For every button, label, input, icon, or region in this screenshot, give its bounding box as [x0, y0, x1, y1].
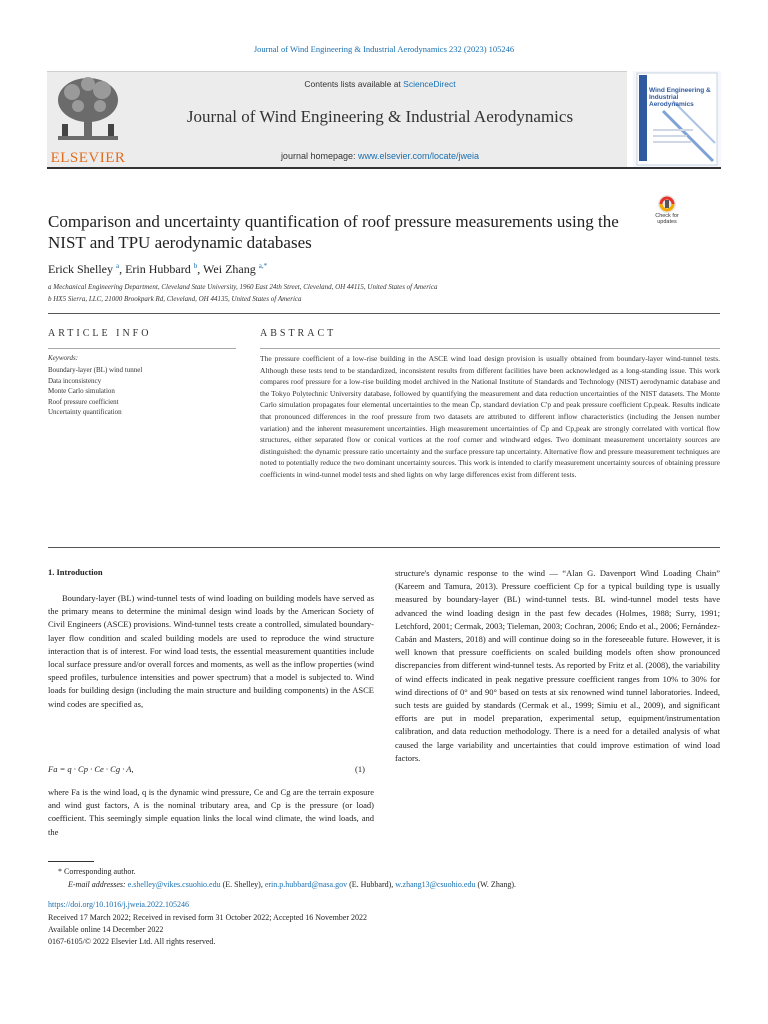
- corresponding-author-note: * Corresponding author.: [58, 867, 136, 876]
- abstract-bottom-divider: [48, 547, 720, 548]
- affiliation-a: a Mechanical Engineering Department, Cleveland State University, 1960 East 24th Street, Cleveland, OH 44115, United States of America: [48, 283, 438, 291]
- email-link-zhang[interactable]: w.zhang13@csuohio.edu: [395, 880, 476, 889]
- article-title: Comparison and uncertainty quantification of roof pressure measurements using the NIST and TPU aerodynamic databases: [48, 212, 619, 252]
- sciencedirect-link[interactable]: ScienceDirect: [403, 79, 456, 89]
- footnote-divider: [48, 861, 94, 862]
- author-name[interactable]: Wei Zhang: [203, 262, 256, 276]
- received-dates: Received 17 March 2022; Received in revised form 31 October 2022; Accepted 16 November 2022: [48, 913, 368, 922]
- email-label: E-mail addresses:: [68, 880, 126, 889]
- email-owner-hubbard: (E. Hubbard),: [349, 880, 394, 889]
- homepage-link[interactable]: www.elsevier.com/locate/jweia: [358, 151, 480, 161]
- intro-paragraph-2: where Fa is the wind load, q is the dynamic wind pressure, Ce and Cg are the terrain exposure and wind gust factors, A is the nominal tributary area, and Cp is the pressure (or load) coefficient. This seemingly simple equation links the local wind climate, the wind loads, and the: [48, 787, 374, 837]
- email-addresses: [68, 880, 516, 889]
- affiliation-divider: [48, 313, 720, 314]
- doi-link[interactable]: https://doi.org/10.1016/j.jweia.2022.105246: [48, 900, 189, 909]
- publisher-wordmark: ELSEVIER: [50, 150, 126, 166]
- keyword-list: [48, 365, 142, 418]
- keyword-item: Monte Carlo simulation: [48, 387, 115, 395]
- email-owner-zhang: (W. Zhang).: [477, 880, 517, 889]
- contents-prefix: Contents lists available at: [304, 79, 404, 89]
- journal-reference[interactable]: Journal of Wind Engineering & Industrial Aerodynamics 232 (2023) 105246: [253, 44, 515, 54]
- journal-homepage: [130, 151, 630, 161]
- keyword-item: Boundary-layer (BL) wind tunnel: [48, 366, 143, 374]
- author-affiliation-mark[interactable]: b: [193, 262, 198, 270]
- intro-paragraph-1: [48, 592, 374, 711]
- journal-title: Journal of Wind Engineering & Industrial Aerodynamics: [186, 107, 574, 126]
- keyword-item: Uncertainty quantification: [48, 408, 122, 416]
- author-name[interactable]: Erin Hubbard: [125, 262, 191, 276]
- equation-1: Fa = q · Cp · Ce · Cg · A,: [48, 764, 134, 774]
- author-name[interactable]: Erick Shelley: [48, 262, 113, 276]
- keyword-item: Roof pressure coefficient: [48, 397, 119, 406]
- abstract-body: The pressure coefficient of a low-rise building in the ASCE wind load design provision is usually obtained from boundary-layer wind-tunnel tests. Although these tests tend to be standardized, inconsistent results from different facilities have been acknowledged as a long-standing issue. This work compares roof pressure for a low-rise building model archived in the National Institute of Standards and Technology (NIST) aerodynamic database and the Tokyo Polytechnic University database, followed by quantifying the measurement and data reduction uncertainties of the NIST datasets. The Monte Carlo simulation propagates four elemental uncertainties to the mean C̅p, standard deviation C′p and peak pressure coefficient Cp,peak. Results indicate that pronounced differences in the roof pressure from two datasets are attributed to different inflow characteristics (including the Jensen number variation) and the inherent measurement uncertainties. High measurement uncertainties of C̅p and Cp,peak are strongly correlated with vortical flow structures, either separated flow or conical vortices at the roof corner and windward edges. Two dominant measurement uncertainty sources are distinguished: the dynamic pressure ratio uncertainty and the surface pressure tap uncertainty. Alternative flow and pressure measurement techniques are noted to potentially reduce the two dominant uncertainty sources. This work is intended to clarify measurement uncertainty sources of obtaining pressure coefficients in wind-tunnel model tests and shed lights on why large differences exist from different tests.: [260, 354, 720, 479]
- masthead-bottom-rule: [47, 167, 721, 169]
- copyright-notice: 0167-6105/© 2022 Elsevier Ltd. All rights reserved.: [48, 937, 216, 946]
- intro-paragraph-1-text: Boundary-layer (BL) wind-tunnel tests of wind loading on building models have served as the primary means to determine the minimal design wind loads by the American Society of Civil Engineers (ASCE) provisions. Wind-tunnel tests create a controlled, simulated boundary-layer flow condition and scaled building models are used to reproduce the wind structure interaction that is of interest. For wind load tests, the essential measurement quantities include local surface pressure and/or overall forces and moments, as well as the inflow properties (wind speed profiles, turbulence intensities and power spectrum) that a model is subjected to. Wind loads for building design (including the main structure and building components) in the ASCE wind codes are specified as,: [48, 593, 374, 709]
- email-link-shelley[interactable]: e.shelley@vikes.csuohio.edu: [127, 880, 221, 889]
- article-info-divider: [48, 348, 236, 349]
- affiliation-b: b HX5 Sierra, LLC, 21000 Brookpark Rd, Cleveland, OH 44135, United States of America: [48, 295, 302, 303]
- keyword-item: Data inconsistency: [48, 376, 102, 385]
- email-owner-shelley: (E. Shelley),: [222, 880, 263, 889]
- abstract-heading: ABSTRACT: [260, 328, 337, 339]
- check-for-updates-label: Check for updates: [655, 213, 679, 225]
- section-heading-introduction: 1. Introduction: [48, 567, 103, 577]
- cover-title: Wind Engineering & Industrial Aerodynamics: [649, 87, 711, 108]
- abstract-divider: [260, 348, 720, 349]
- keywords-label: Keywords:: [48, 354, 79, 362]
- email-link-hubbard[interactable]: erin.p.hubbard@nasa.gov: [264, 880, 348, 889]
- equation-number: (1): [355, 764, 365, 774]
- journal-cover-thumbnail[interactable]: [633, 71, 721, 167]
- author-affiliation-mark[interactable]: a,*: [258, 262, 268, 270]
- available-online-date: Available online 14 December 2022: [48, 925, 164, 934]
- author-affiliation-mark[interactable]: a: [115, 262, 120, 270]
- author-list: Erick Shelley $^a$, Erin Hubbard $^b$, Wei Zhang $^{a,*}$: [48, 262, 268, 276]
- intro-paragraph-right-column: structure's dynamic response to the wind — “Alan G. Davenport Wind Loading Chain” (Kareem and Tamura, 2013). Pressure coefficient Cp for a typical building type is usually measured by boundary-layer (BL) wind-tunnel tests. BL wind-tunnel model tests have advanced the wind loading design in the past few decades (Holmes, 1988; Surry, 1991; Letchford, 2001; Cermak, 2003; Tieleman, 2003; Cochran, 2006; Endo et al., 2006; Fernández-Cabán and Masters, 2018) and will continue doing so in the foreseeable future. However, it is well known that pressure coefficients on scaled building models often show pronounced discrepancies from different wind-tunnel tests. As reported by Fritz et al. (2008), the variability of wind effects indicated in peak negative pressure coefficient ranges from 10% to 30% for wind directions of 0° and 90° based on tests at six renowned wind tunnel laboratories. Indeed, such tests are guided by standards (Cermak et al., 1999; Simiu et al., 2009), and significant efforts are put in model preparation, experimental setup, equipment/instrumentation calibration, and data reduction methodology. There is a need for a detailed analysis of what caused the large variability and uncertainties that could improve estimation of wind load factors.: [395, 568, 720, 763]
- contents-availability: [130, 79, 630, 89]
- article-info-heading: ARTICLE INFO: [48, 328, 152, 339]
- homepage-prefix: journal homepage:: [280, 151, 358, 161]
- masthead-top-rule: [47, 71, 627, 72]
